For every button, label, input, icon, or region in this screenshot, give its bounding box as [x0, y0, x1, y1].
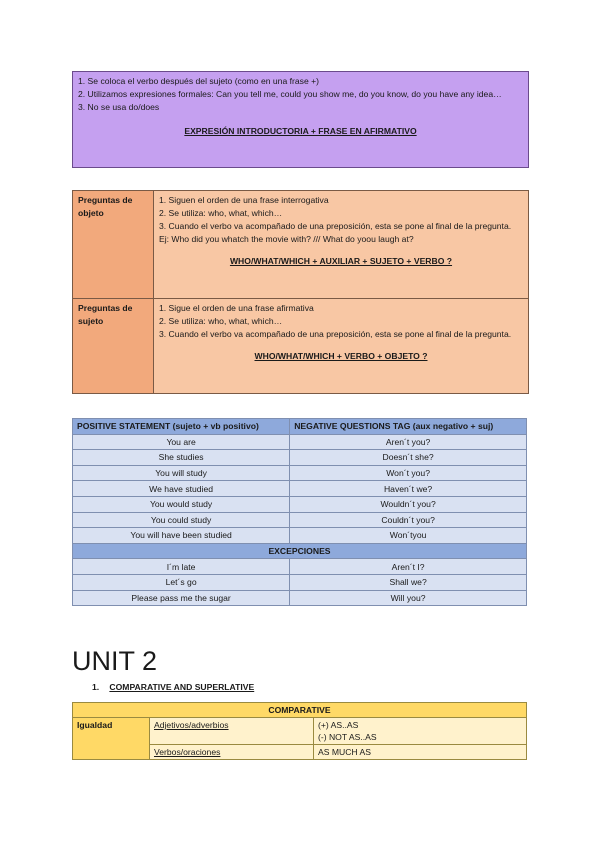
row-header-object-questions: Preguntas de objeto: [73, 191, 154, 299]
subcategory-cell: Verbos/oraciones: [150, 745, 314, 760]
row-header-subject-questions: Preguntas de sujeto: [73, 299, 154, 394]
table-row: [73, 434, 527, 450]
table-header-row: [73, 703, 527, 718]
structure-line: (-) NOT AS..AS: [318, 732, 377, 742]
table-row: [73, 481, 527, 497]
table-header-row: [73, 419, 527, 435]
table-row: [73, 590, 527, 606]
table-row: [73, 718, 527, 745]
table-row: [73, 528, 527, 544]
tag-cell: Will you?: [290, 590, 527, 606]
comparative-title: COMPARATIVE: [73, 703, 527, 718]
note-line-2: 2. Utilizamos expresiones formales: Can you tell me, could you show me, do you know, do you have any idea…: [78, 89, 502, 99]
table-row: [73, 191, 529, 299]
tag-cell: Shall we?: [290, 574, 527, 590]
unit-title: UNIT 2: [72, 646, 158, 676]
column-header-positive: POSITIVE STATEMENT (sujeto + vb positivo): [73, 419, 290, 435]
subcategory-cell: Adjetivos/adverbios: [150, 718, 314, 745]
rule-line: 3. Cuando el verbo va acompañado de una preposición, esta se pone al final de la pregunta.: [159, 221, 512, 231]
positive-cell: You are: [73, 434, 290, 450]
table-row: [73, 450, 527, 466]
comparative-table: [72, 702, 527, 760]
rule-line: 3. Cuando el verbo va acompañado de una preposición, esta se pone al final de la pregunta.: [159, 329, 512, 339]
tag-cell: Aren´t you?: [290, 434, 527, 450]
rule-line: 1. Siguen el orden de una frase interrogativa: [159, 195, 329, 205]
tag-cell: Won´t you?: [290, 465, 527, 481]
rule-line: 1. Sigue el orden de una frase afirmativa: [159, 303, 314, 313]
row-body-subject-questions: [154, 299, 529, 394]
example-line: Ej: Who did you whatch the movie with? /// What do yoou laugh at?: [159, 234, 414, 244]
note-line-1: 1. Se coloca el verbo después del sujeto (como en una frase +): [78, 76, 320, 86]
exceptions-title: EXCEPCIONES: [73, 543, 527, 559]
verb-order-note-box: [72, 71, 529, 168]
tag-cell: Won´tyou: [290, 528, 527, 544]
positive-cell: You could study: [73, 512, 290, 528]
structure-cell: [314, 718, 527, 745]
positive-cell: Please pass me the sugar: [73, 590, 290, 606]
table-row: [73, 299, 529, 394]
table-row: [73, 465, 527, 481]
table-row: [73, 559, 527, 575]
category-cell: Igualdad: [73, 718, 150, 760]
rule-line: 2. Se utiliza: who, what, which…: [159, 316, 283, 326]
section-number: 1.: [92, 682, 100, 692]
row-body-object-questions: [154, 191, 529, 299]
positive-cell: She studies: [73, 450, 290, 466]
table-row: [73, 512, 527, 528]
positive-cell: We have studied: [73, 481, 290, 497]
tag-cell: Couldn´t you?: [290, 512, 527, 528]
structure-formula: WHO/WHAT/WHICH + VERBO + OBJETO ?: [254, 351, 428, 361]
positive-cell: You would study: [73, 496, 290, 512]
structure-cell: AS MUCH AS: [314, 745, 527, 760]
exceptions-header-row: [73, 543, 527, 559]
tag-cell: Wouldn´t you?: [290, 496, 527, 512]
positive-cell: Let´s go: [73, 574, 290, 590]
table-row: [73, 574, 527, 590]
table-row: [73, 496, 527, 512]
tag-cell: Haven´t we?: [290, 481, 527, 497]
section-title: COMPARATIVE AND SUPERLATIVE: [109, 682, 255, 692]
note-line-3: 3. No se usa do/does: [78, 102, 160, 112]
note-formula: EXPRESIÓN INTRODUCTORIA + FRASE EN AFIRMATIVO: [184, 126, 417, 136]
tag-cell: Doesn´t she?: [290, 450, 527, 466]
column-header-negative: NEGATIVE QUESTIONS TAG (aux negativo + suj): [290, 419, 527, 435]
section-heading: [92, 682, 254, 692]
structure-line: (+) AS..AS: [318, 720, 359, 730]
positive-cell: I´m late: [73, 559, 290, 575]
question-tags-table: [72, 418, 527, 606]
rule-line: 2. Se utiliza: who, what, which…: [159, 208, 283, 218]
tag-cell: Aren´t I?: [290, 559, 527, 575]
positive-cell: You will have been studied: [73, 528, 290, 544]
question-types-table: [72, 190, 529, 394]
positive-cell: You will study: [73, 465, 290, 481]
structure-formula: WHO/WHAT/WHICH + AUXILIAR + SUJETO + VERBO ?: [229, 256, 453, 266]
